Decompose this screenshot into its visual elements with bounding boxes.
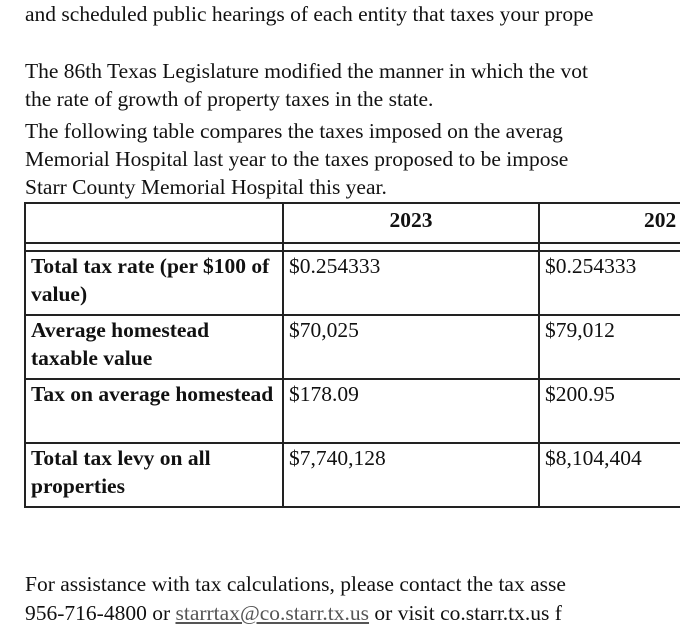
- table-gap-cell: [25, 243, 283, 251]
- table-row: [25, 315, 680, 379]
- row-label: Total tax levy on all properties: [25, 443, 283, 507]
- table-row: [25, 443, 680, 507]
- row-value: $178.09: [283, 379, 539, 443]
- row-value: $0.254333: [539, 251, 680, 315]
- table-gap-cell: [283, 243, 539, 251]
- row-value: $200.95: [539, 379, 680, 443]
- table-row: [25, 379, 680, 443]
- footer-phone-text: 956-716-4800 or: [25, 601, 176, 625]
- row-label: Total tax rate (per $100 of value): [25, 251, 283, 315]
- row-value: $0.254333: [283, 251, 539, 315]
- row-value: $79,012: [539, 315, 680, 379]
- row-label: Tax on average homestead: [25, 379, 283, 443]
- paragraph-line: Memorial Hospital last year to the taxes proposed to be impose: [25, 147, 569, 171]
- paragraph-line: The following table compares the taxes imposed on the averag: [25, 119, 563, 143]
- table-header-cell: 202: [539, 203, 680, 243]
- row-label: Average homestead taxable value: [25, 315, 283, 379]
- paragraph-line: the rate of growth of property taxes in the state.: [25, 87, 434, 111]
- paragraph-line: and scheduled public hearings of each entity that taxes your prope: [25, 2, 594, 26]
- table-header-cell: [25, 203, 283, 243]
- table-header-cell: 2023: [283, 203, 539, 243]
- paragraph-line: Starr County Memorial Hospital this year.: [25, 175, 387, 199]
- tax-comparison-table: [24, 202, 680, 508]
- paragraph-line: The 86th Texas Legislature modified the manner in which the vot: [25, 59, 588, 83]
- row-value: $8,104,404: [539, 443, 680, 507]
- footer-contact-line: [25, 599, 562, 627]
- email-link[interactable]: starrtax@co.starr.tx.us: [175, 601, 370, 625]
- table-gap-cell: [539, 243, 680, 251]
- row-value: $7,740,128: [283, 443, 539, 507]
- table-row: [25, 251, 680, 315]
- table-gap-row: [25, 243, 680, 251]
- footer-line: For assistance with tax calculations, please contact the tax asse: [25, 572, 566, 596]
- footer-website-text: or visit co.starr.tx.us f: [369, 601, 562, 625]
- table-header-row: [25, 203, 680, 243]
- row-value: $70,025: [283, 315, 539, 379]
